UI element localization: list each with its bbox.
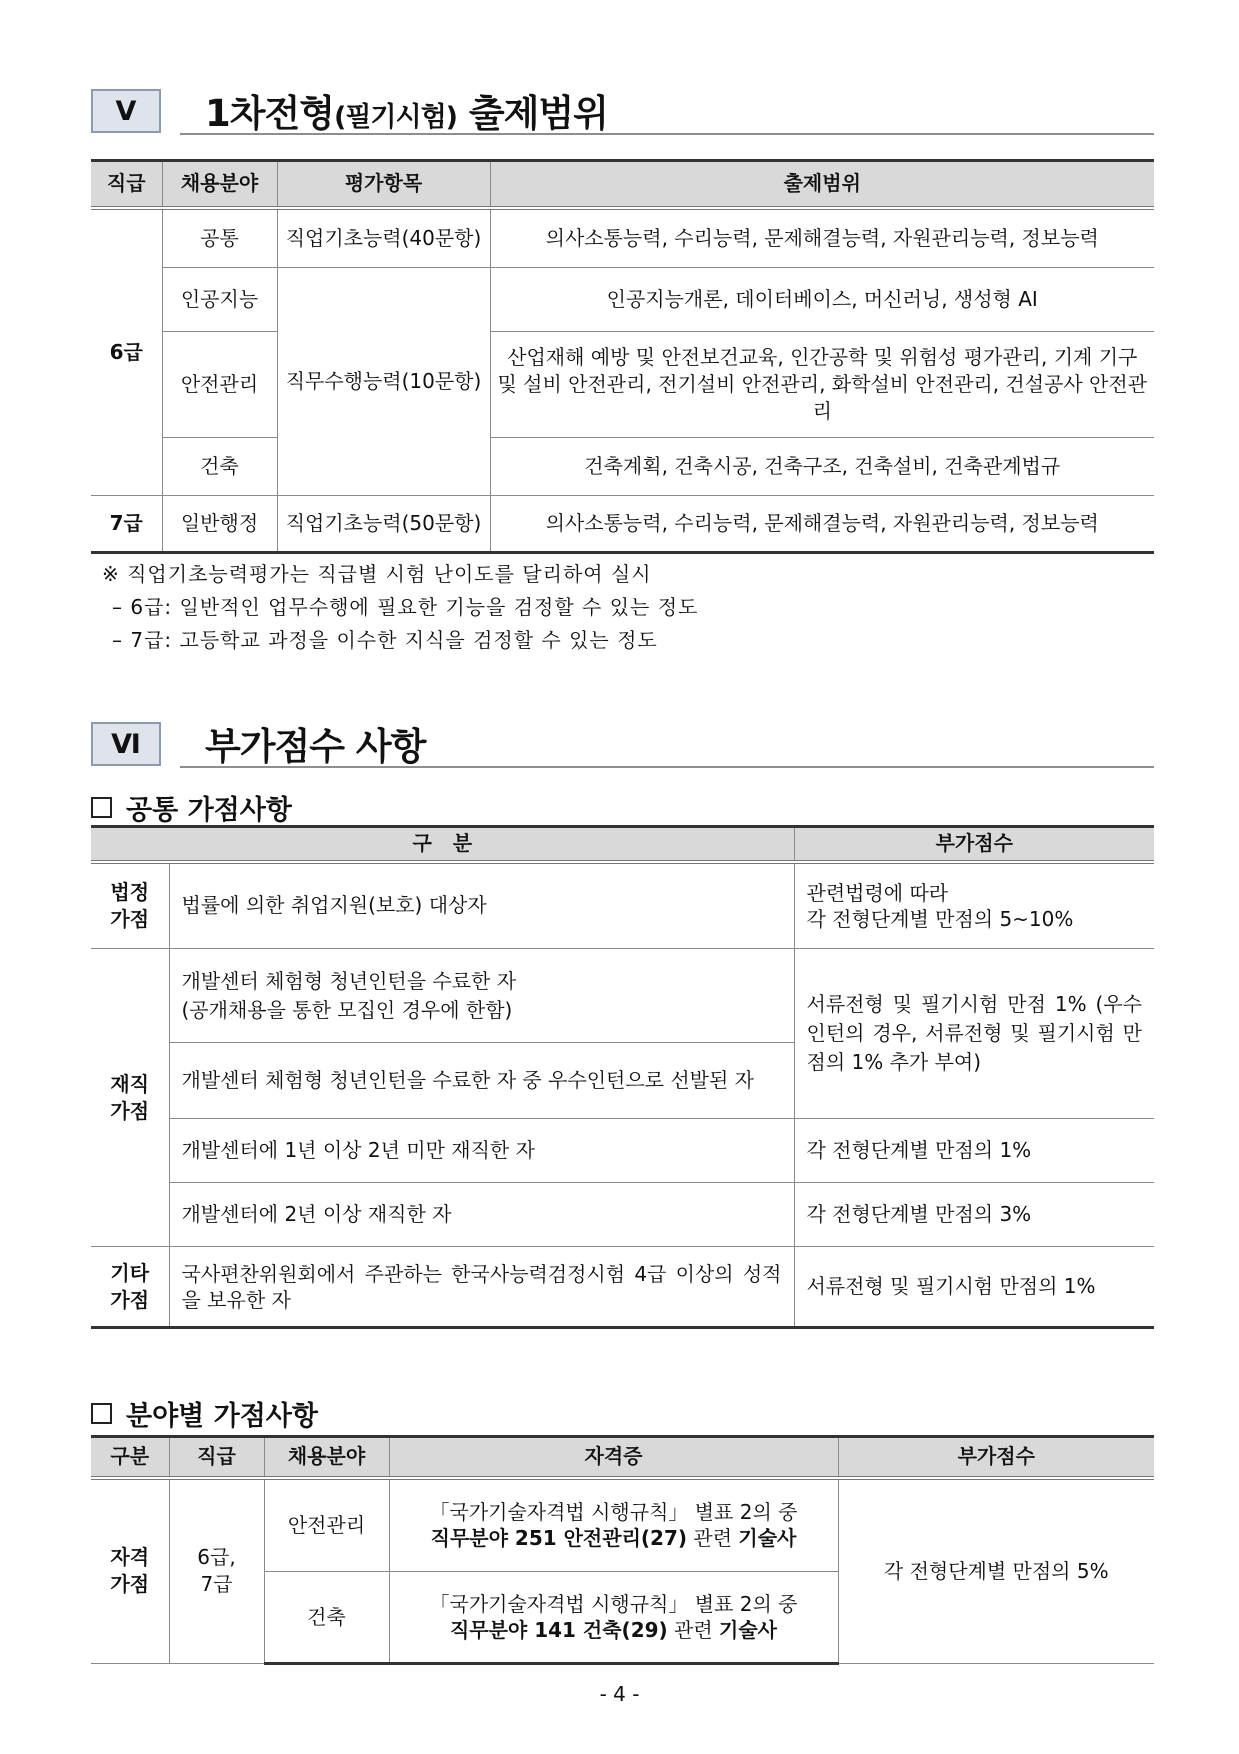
legal-bonus-desc: 법률에 의한 취업지원(보호) 대상자 (169, 862, 794, 949)
common-bonus-table (91, 825, 1154, 1329)
scope-cell: 인공지능개론, 데이터베이스, 머신러닝, 생성형 AI (490, 268, 1154, 332)
item-cell: 직업기초능력(40문항) (277, 208, 490, 268)
exam-notes (102, 558, 698, 657)
cert-suffix: 기술사 (738, 1526, 797, 1551)
cert-suffix: 기술사 (719, 1618, 778, 1642)
section-5-number: Ⅴ (91, 89, 161, 133)
field-cell: 건축 (264, 1572, 389, 1664)
note-line: ※ 직업기초능력평가는 직급별 시험 난이도를 달리하여 실시 (102, 562, 652, 586)
other-bonus-desc: 국사편찬위원회에서 주관하는 한국사능력검정시험 4급 이상의 성적을 보유한 자 (169, 1247, 794, 1328)
checkbox-square-icon (91, 797, 112, 818)
note-line: – 6급: 일반적인 업무수행에 필요한 기능을 검정할 수 있는 정도 (112, 595, 699, 619)
cert-prefix: 「국가기술자격법 시행규칙」 별표 2의 중 (429, 1500, 798, 1525)
certificate-cell (389, 1478, 838, 1572)
cert-bold: 직무분야 141 건축(29) (449, 1618, 668, 1642)
header-certificate: 자격증 (389, 1437, 838, 1478)
section-5-title-rest: 출제범위 (468, 92, 608, 135)
header-points: 부가점수 (838, 1437, 1154, 1478)
scope-cell: 건축계획, 건축시공, 건축구조, 건축설비, 건축관계법규 (490, 438, 1154, 496)
header-field: 채용분야 (264, 1437, 389, 1478)
employment-bonus-desc: 개발센터 체험형 청년인턴을 수료한 자 (공개채용을 통한 모집인 경우에 한함) (169, 949, 794, 1043)
field-cell: 건축 (162, 438, 277, 496)
field-cell: 안전관리 (264, 1478, 389, 1572)
section-6-rule (180, 766, 1154, 768)
cert-bonus-label: 자격 가점 (91, 1478, 169, 1664)
field-cell: 공통 (162, 208, 277, 268)
field-cell: 인공지능 (162, 268, 277, 332)
employment-bonus-points: 각 전형단계별 만점의 1% (794, 1119, 1154, 1183)
intern-bonus-points: 서류전형 및 필기시험 만점 1% (우수인턴의 경우, 서류전형 및 필기시험 만점의 1% 추가 부여) (794, 949, 1154, 1119)
header-category: 구분 (91, 1437, 169, 1478)
employment-bonus-desc: 개발센터에 2년 이상 재직한 자 (169, 1183, 794, 1247)
field-bonus-heading (91, 1394, 318, 1433)
header-category: 구 분 (91, 827, 794, 862)
header-item: 평가항목 (277, 161, 490, 208)
section-5-rule (180, 133, 1154, 135)
page-number: - 4 - (599, 1682, 640, 1706)
header-grade: 직급 (91, 161, 162, 208)
item-cell: 직업기초능력(50문항) (277, 496, 490, 553)
scope-cell: 산업재해 예방 및 안전보건교육, 인간공학 및 위험성 평가관리, 기계 기구 및 설비 안전관리, 전기설비 안전관리, 화학설비 안전관리, 건설공사 안전관리 (490, 332, 1154, 438)
header-field: 채용분야 (162, 161, 277, 208)
other-bonus-label: 기타 가점 (91, 1247, 169, 1328)
section-5-title-main: 1차전형 (205, 92, 334, 135)
field-bonus-table (91, 1435, 1154, 1665)
checkbox-square-icon (91, 1403, 112, 1424)
other-bonus-points: 서류전형 및 필기시험 만점의 1% (794, 1247, 1154, 1328)
note-line: – 7급: 고등학교 과정을 이수한 지식을 검정할 수 있는 정도 (112, 628, 658, 652)
employment-bonus-label: 재직 가점 (91, 949, 169, 1247)
legal-bonus-points: 관련법령에 따라 각 전형단계별 만점의 5~10% (794, 862, 1154, 949)
section-5-title-paren: (필기시험) (333, 102, 457, 133)
legal-bonus-label: 법정 가점 (91, 862, 169, 949)
header-grade: 직급 (169, 1437, 264, 1478)
section-5-title (205, 83, 608, 137)
employment-bonus-points: 각 전형단계별 만점의 3% (794, 1183, 1154, 1247)
scope-cell: 의사소통능력, 수리능력, 문제해결능력, 자원관리능력, 정보능력 (490, 496, 1154, 553)
certificate-cell (389, 1572, 838, 1664)
header-scope: 출제범위 (490, 161, 1154, 208)
section-6-title: 부가점수 사항 (205, 725, 426, 768)
grade-7-cell: 7급 (91, 496, 162, 553)
employment-bonus-desc: 개발센터에 1년 이상 2년 미만 재직한 자 (169, 1119, 794, 1183)
cert-middle: 관련 (674, 1618, 713, 1642)
cert-prefix: 「국가기술자격법 시행규칙」 별표 2의 중 (429, 1592, 798, 1616)
cert-bonus-points: 각 전형단계별 만점의 5% (838, 1478, 1154, 1664)
scope-cell: 의사소통능력, 수리능력, 문제해결능력, 자원관리능력, 정보능력 (490, 208, 1154, 268)
field-bonus-heading-text: 분야별 가점사항 (126, 1401, 318, 1432)
section-6-number: Ⅵ (91, 722, 161, 766)
field-cell: 안전관리 (162, 332, 277, 438)
field-cell: 일반행정 (162, 496, 277, 553)
exam-scope-table (91, 159, 1154, 554)
cert-bold: 직무분야 251 안전관리(27) (430, 1526, 688, 1551)
cert-bonus-grade: 6급, 7급 (169, 1478, 264, 1664)
grade-6-cell: 6급 (91, 208, 162, 496)
item-cell: 직무수행능력(10문항) (277, 268, 490, 496)
header-points: 부가점수 (794, 827, 1154, 862)
employment-bonus-desc: 개발센터 체험형 청년인턴을 수료한 자 중 우수인턴으로 선발된 자 (169, 1043, 794, 1119)
common-bonus-heading-text: 공통 가점사항 (126, 795, 292, 826)
cert-middle: 관련 (693, 1526, 733, 1551)
common-bonus-heading (91, 788, 292, 827)
